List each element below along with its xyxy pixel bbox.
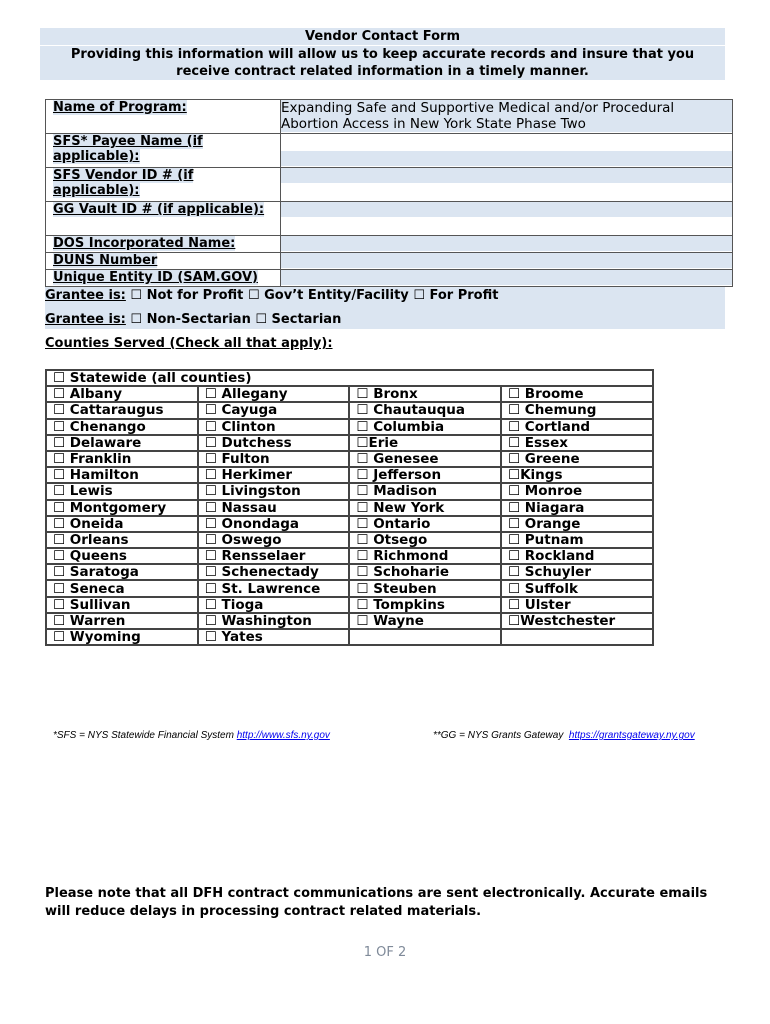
county-checkbox-wayne[interactable]: ☐ Wayne <box>349 613 501 629</box>
county-checkbox-schenectady[interactable]: ☐ Schenectady <box>198 564 350 580</box>
county-checkbox-greene[interactable]: ☐ Greene <box>501 451 653 467</box>
county-checkbox-nassau[interactable]: ☐ Nassau <box>198 500 350 516</box>
county-checkbox-ontario[interactable]: ☐ Ontario <box>349 516 501 532</box>
county-checkbox-hamilton[interactable]: ☐ Hamilton <box>46 467 198 483</box>
unique-entity-id-label: Unique Entity ID (SAM.GOV) <box>46 270 281 287</box>
county-checkbox-otsego[interactable]: ☐ Otsego <box>349 532 501 548</box>
county-checkbox-st-lawrence[interactable]: ☐ St. Lawrence <box>198 580 350 596</box>
county-checkbox-essex[interactable]: ☐ Essex <box>501 435 653 451</box>
table-row <box>46 580 653 596</box>
sfs-payee-name-field[interactable] <box>281 134 733 168</box>
program-info-table <box>45 99 733 287</box>
page-number: 1 OF 2 <box>363 945 407 960</box>
county-checkbox-schuyler[interactable]: ☐ Schuyler <box>501 564 653 580</box>
table-row <box>46 564 653 580</box>
county-checkbox-genesee[interactable]: ☐ Genesee <box>349 451 501 467</box>
table-row <box>46 500 653 516</box>
county-checkbox-jefferson[interactable]: ☐ Jefferson <box>349 467 501 483</box>
sfs-vendor-id-field[interactable] <box>281 168 733 202</box>
gg-vault-id-label: GG Vault ID # (if applicable): <box>46 202 281 236</box>
county-checkbox-richmond[interactable]: ☐ Richmond <box>349 548 501 564</box>
table-row <box>46 168 733 202</box>
county-checkbox-fulton[interactable]: ☐ Fulton <box>198 451 350 467</box>
program-name-field[interactable] <box>281 100 733 134</box>
county-checkbox-seneca[interactable]: ☐ Seneca <box>46 580 198 596</box>
county-checkbox-herkimer[interactable]: ☐ Herkimer <box>198 467 350 483</box>
county-checkbox-queens[interactable]: ☐ Queens <box>46 548 198 564</box>
county-checkbox-cattaraugus[interactable]: ☐ Cattaraugus <box>46 402 198 418</box>
county-checkbox-erie[interactable]: ☐Erie <box>349 435 501 451</box>
table-row <box>46 134 733 168</box>
county-checkbox-montgomery[interactable]: ☐ Montgomery <box>46 500 198 516</box>
county-checkbox-washington[interactable]: ☐ Washington <box>198 613 350 629</box>
grantee-type-label: Grantee is: <box>45 288 126 303</box>
county-checkbox-ulster[interactable]: ☐ Ulster <box>501 597 653 613</box>
county-checkbox-monroe[interactable]: ☐ Monroe <box>501 483 653 499</box>
county-checkbox-chenango[interactable]: ☐ Chenango <box>46 419 198 435</box>
duns-number-field[interactable] <box>281 253 733 270</box>
gg-vault-id-field[interactable] <box>281 202 733 236</box>
table-row <box>46 597 653 613</box>
govt-entity-checkbox[interactable]: ☐ Gov’t Entity/Facility <box>247 288 409 303</box>
table-row <box>46 532 653 548</box>
sfs-vendor-id-label: SFS Vendor ID # (if applicable): <box>46 168 281 202</box>
county-checkbox-westchester[interactable]: ☐Westchester <box>501 613 653 629</box>
dos-incorporated-name-field[interactable] <box>281 236 733 253</box>
county-checkbox-rensselaer[interactable]: ☐ Rensselaer <box>198 548 350 564</box>
empty-cell <box>349 629 501 645</box>
county-checkbox-cortland[interactable]: ☐ Cortland <box>501 419 653 435</box>
county-checkbox-delaware[interactable]: ☐ Delaware <box>46 435 198 451</box>
table-row <box>46 548 653 564</box>
county-checkbox-suffolk[interactable]: ☐ Suffolk <box>501 580 653 596</box>
table-row <box>46 370 653 386</box>
counties-heading: Counties Served (Check all that apply): <box>45 336 333 351</box>
table-row <box>46 483 653 499</box>
county-checkbox-clinton[interactable]: ☐ Clinton <box>198 419 350 435</box>
county-checkbox-yates[interactable]: ☐ Yates <box>198 629 350 645</box>
county-checkbox-bronx[interactable]: ☐ Bronx <box>349 386 501 402</box>
counties-table <box>45 369 654 646</box>
sfs-payee-name-label: SFS* Payee Name (if applicable): <box>46 134 281 168</box>
table-row <box>46 467 653 483</box>
county-checkbox-lewis[interactable]: ☐ Lewis <box>46 483 198 499</box>
county-checkbox-niagara[interactable]: ☐ Niagara <box>501 500 653 516</box>
county-checkbox-allegany[interactable]: ☐ Allegany <box>198 386 350 402</box>
county-checkbox-kings[interactable]: ☐Kings <box>501 467 653 483</box>
sfs-link[interactable]: http://www.sfs.ny.gov <box>236 730 330 741</box>
table-row <box>46 202 733 236</box>
county-checkbox-orange[interactable]: ☐ Orange <box>501 516 653 532</box>
county-checkbox-tioga[interactable]: ☐ Tioga <box>198 597 350 613</box>
county-checkbox-columbia[interactable]: ☐ Columbia <box>349 419 501 435</box>
for-profit-checkbox[interactable]: ☐ For Profit <box>413 288 499 303</box>
table-row <box>46 100 733 134</box>
county-checkbox-broome[interactable]: ☐ Broome <box>501 386 653 402</box>
empty-cell <box>501 629 653 645</box>
county-checkbox-albany[interactable]: ☐ Albany <box>46 386 198 402</box>
grantee-type-row <box>45 287 725 307</box>
table-row <box>46 402 653 418</box>
gg-footnote <box>433 730 695 741</box>
table-row <box>46 236 733 253</box>
county-checkbox-oneida[interactable]: ☐ Oneida <box>46 516 198 532</box>
table-row <box>46 613 653 629</box>
sectarian-checkbox[interactable]: ☐ Sectarian <box>255 312 342 327</box>
non-sectarian-checkbox[interactable]: ☐ Non-Sectarian <box>130 312 251 327</box>
table-row <box>46 629 653 645</box>
county-checkbox-steuben[interactable]: ☐ Steuben <box>349 580 501 596</box>
electronic-communications-note: Please note that all DFH contract communications are sent electronically. Accurate emails will reduce delays in processing contract related materials. <box>45 886 708 919</box>
form-title: Vendor Contact Form <box>40 28 725 45</box>
county-checkbox-sullivan[interactable]: ☐ Sullivan <box>46 597 198 613</box>
county-checkbox-livingston[interactable]: ☐ Livingston <box>198 483 350 499</box>
county-checkbox-rockland[interactable]: ☐ Rockland <box>501 548 653 564</box>
program-name-label: Name of Program: <box>46 100 281 134</box>
county-checkbox-wyoming[interactable]: ☐ Wyoming <box>46 629 198 645</box>
table-row <box>46 270 733 287</box>
county-checkbox-orleans[interactable]: ☐ Orleans <box>46 532 198 548</box>
program-name-value: Expanding Safe and Supportive Medical and/or Procedural Abortion Access in New York State Phase Two <box>281 100 732 132</box>
gg-link[interactable]: https://grantsgateway.ny.gov <box>568 730 695 741</box>
county-checkbox-saratoga[interactable]: ☐ Saratoga <box>46 564 198 580</box>
county-checkbox-chautauqua[interactable]: ☐ Chautauqua <box>349 402 501 418</box>
table-row <box>46 253 733 270</box>
table-row <box>46 386 653 402</box>
county-checkbox-madison[interactable]: ☐ Madison <box>349 483 501 499</box>
county-checkbox-oswego[interactable]: ☐ Oswego <box>198 532 350 548</box>
dos-incorporated-name-label: DOS Incorporated Name: <box>46 236 281 253</box>
grantee-sect-label: Grantee is: <box>45 312 126 327</box>
sfs-footnote-text: *SFS = NYS Statewide Financial System <box>53 730 234 741</box>
county-checkbox-schoharie[interactable]: ☐ Schoharie <box>349 564 501 580</box>
county-checkbox-tompkins[interactable]: ☐ Tompkins <box>349 597 501 613</box>
gg-footnote-text: **GG = NYS Grants Gateway <box>433 730 564 741</box>
table-row <box>46 435 653 451</box>
table-row <box>46 419 653 435</box>
grantee-sect-row <box>45 307 725 329</box>
statewide-checkbox[interactable]: ☐ Statewide (all counties) <box>46 370 653 386</box>
duns-number-label: DUNS Number <box>46 253 281 270</box>
county-checkbox-franklin[interactable]: ☐ Franklin <box>46 451 198 467</box>
county-checkbox-onondaga[interactable]: ☐ Onondaga <box>198 516 350 532</box>
county-checkbox-new-york[interactable]: ☐ New York <box>349 500 501 516</box>
not-for-profit-checkbox[interactable]: ☐ Not for Profit <box>130 288 244 303</box>
county-checkbox-chemung[interactable]: ☐ Chemung <box>501 402 653 418</box>
county-checkbox-warren[interactable]: ☐ Warren <box>46 613 198 629</box>
sfs-footnote <box>53 730 330 741</box>
county-checkbox-cayuga[interactable]: ☐ Cayuga <box>198 402 350 418</box>
form-subtitle: Providing this information will allow us to keep accurate records and insure that you receive contract related information in a timely manner. <box>40 46 725 80</box>
county-checkbox-putnam[interactable]: ☐ Putnam <box>501 532 653 548</box>
county-checkbox-dutchess[interactable]: ☐ Dutchess <box>198 435 350 451</box>
table-row <box>46 516 653 532</box>
table-row <box>46 451 653 467</box>
unique-entity-id-field[interactable] <box>281 270 733 287</box>
